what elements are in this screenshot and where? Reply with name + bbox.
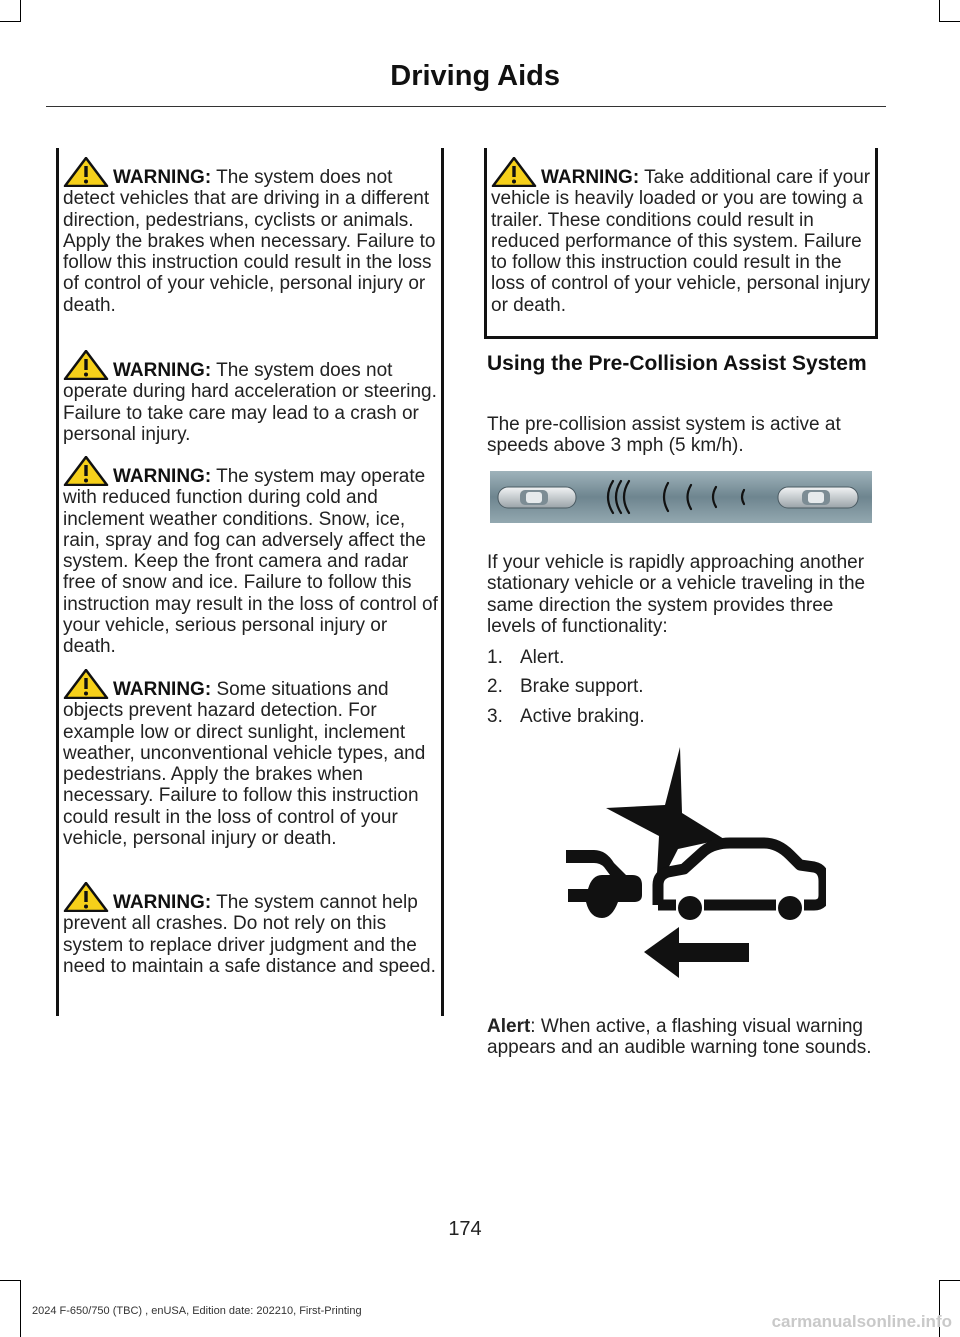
warning-label: WARNING: [113, 892, 212, 913]
functionality-levels-list [487, 647, 645, 735]
warning-block [63, 456, 439, 658]
warning-block [63, 669, 439, 849]
list-item-number: 3. [487, 705, 503, 727]
warning-block [491, 157, 871, 316]
list-item-label: Active braking. [520, 705, 645, 727]
warning-triangle-icon [63, 157, 109, 187]
warning-triangle-icon [63, 456, 109, 486]
warning-block [63, 157, 439, 316]
lead-car-outline-icon [658, 843, 824, 905]
warning-triangle-icon [63, 350, 109, 380]
crop-mark-br [940, 1280, 960, 1281]
alert-term: Alert [487, 1016, 531, 1037]
warning-text: Take additional care if your vehicle is heavily loaded or you are towing a trailer. These conditions could result in reduced performance of this system. Failure to follow this instruction could result in the loss of control of your vehicle, personal injury or death. [491, 167, 871, 316]
warning-label: WARNING: [113, 679, 212, 700]
warning-block [63, 882, 439, 977]
intro-paragraph: The pre-collision assist system is active at speeds above 3 mph (5 km/h). [487, 414, 841, 457]
warning-text: The system does not operate during hard acceleration or steering. Failure to take care may lead to a crash or personal injury. [63, 360, 437, 445]
alert-paragraph [487, 1016, 879, 1059]
header-rule [46, 106, 886, 107]
warning-text: The system does not detect vehicles that are driving in a different direction, pedestrians, cyclists or animals. Apply the brakes when necessary. Failure to follow this instruction could result in the loss of control of your vehicle, personal injury or death. [63, 167, 436, 316]
list-item [487, 676, 645, 705]
alert-description: : When active, a flashing visual warning appears and an audible warning tone sounds. [487, 1016, 872, 1059]
crop-mark-tl [20, 0, 21, 22]
warning-label: WARNING: [113, 466, 212, 487]
list-item-number: 2. [487, 676, 503, 698]
list-item-number: 1. [487, 647, 503, 668]
list-item-label: Brake support. [520, 676, 644, 698]
warning-label: WARNING: [113, 360, 212, 381]
warning-label: WARNING: [541, 167, 640, 188]
list-item-label: Alert. [520, 647, 565, 668]
crop-mark-tl [0, 21, 20, 22]
section-heading: Using the Pre-Collision Assist System [487, 352, 867, 375]
warning-triangle-icon [63, 669, 109, 699]
warning-text: The system cannot help prevent all crashes. Do not rely on this system to replace driver judgment and the need to maintain a safe distance and speed. [63, 892, 436, 977]
crop-mark-tr [939, 0, 940, 22]
lead-car-icon [778, 487, 858, 508]
own-car-icon [498, 487, 576, 508]
pre-collision-warning-icon [564, 745, 826, 990]
crop-mark-bl [20, 1280, 21, 1337]
list-item [487, 647, 645, 676]
list-item [487, 706, 645, 735]
approach-paragraph: If your vehicle is rapidly approaching another stationary vehicle or a vehicle traveling in the same direction the system provides three levels of functionality: [487, 552, 866, 637]
wheel-icon [678, 896, 702, 920]
warning-text: Some situations and objects prevent hazard detection. For example low or direct sunlight, inclement weather, unconventional vehicle types, and pedestrians. Apply the brakes when necessary. Failure to follow this instruction could result in the loss of control of your vehicle, personal injury or death. [63, 679, 426, 850]
warning-text: The system may operate with reduced function during cold and inclement weather conditions. Snow, ice, rain, spray and fog can adversely affect the system. Keep the front camera and radar free of snow and ice. Failure to follow this instruction may result in the loss of control of your vehicle, serious personal injury or death. [63, 466, 438, 658]
page-title: Driving Aids [390, 60, 560, 92]
own-car-front-icon [566, 850, 642, 918]
arrow-left-icon [644, 927, 749, 978]
crop-mark-bl [0, 1280, 20, 1281]
watermark: carmanualsonline.info [771, 1312, 952, 1331]
warning-triangle-icon [63, 882, 109, 912]
footer-edition: 2024 F-650/750 (TBC) , enUSA, Edition date: 202210, First-Printing [32, 1305, 362, 1317]
warning-label: WARNING: [113, 167, 212, 188]
warning-block [63, 350, 439, 445]
page-number: 174 [448, 1218, 482, 1240]
crop-mark-tr [940, 21, 960, 22]
wheel-icon [778, 896, 802, 920]
warning-triangle-icon [491, 157, 537, 187]
radar-detection-illustration [490, 471, 872, 523]
